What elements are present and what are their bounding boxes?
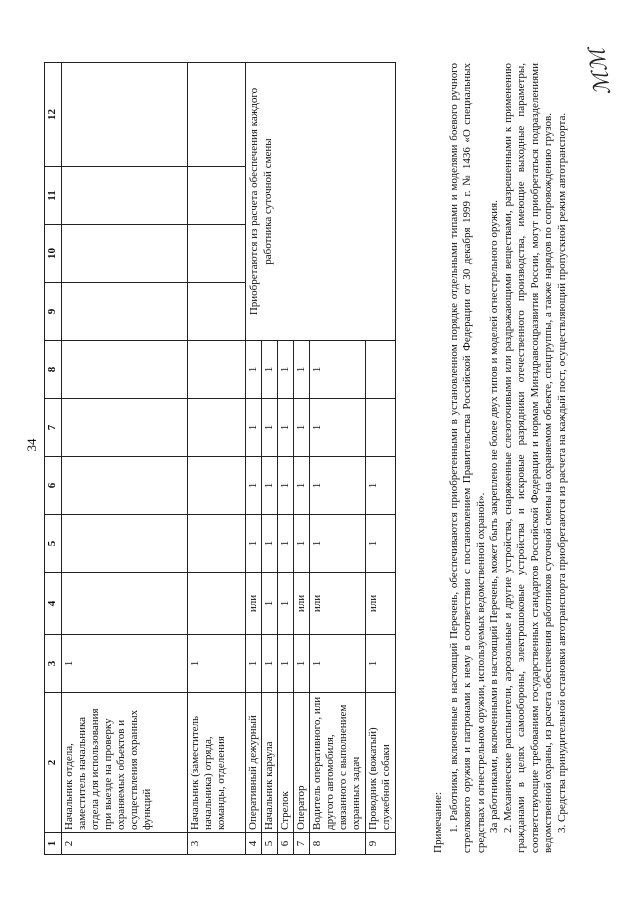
page-number: 34: [24, 438, 39, 452]
handwritten-signature: ℳℳ: [584, 46, 617, 97]
table-row: [246, 63, 262, 855]
cell: 1: [188, 635, 246, 693]
table-header-row: [45, 63, 62, 855]
cell: 1: [366, 515, 396, 573]
column-header: 11: [45, 167, 62, 225]
cell: или: [294, 573, 310, 635]
position-name: Стрелок: [278, 693, 294, 833]
row-number: 9: [366, 833, 396, 855]
cell: [188, 225, 246, 283]
cell: 1: [294, 635, 310, 693]
column-header: 4: [45, 573, 62, 635]
cell: [62, 399, 188, 457]
table-row: [62, 63, 188, 855]
cell: [188, 399, 246, 457]
cell: [188, 515, 246, 573]
cell: 1: [278, 457, 294, 515]
cell: 1: [246, 399, 262, 457]
row-number: 7: [294, 833, 310, 855]
row-number: 3: [188, 833, 246, 855]
note-paragraph: 3. Средства принудительной остановки автотранспорта приобретаются из расчета на каждый пост, осуществляющий пропускной режим автотранспорта.: [555, 112, 568, 833]
cell: 1: [366, 457, 396, 515]
column-header: 12: [45, 63, 62, 167]
cell: 1: [310, 635, 366, 693]
cell: [188, 457, 246, 515]
position-name: Начальник отдела, заместитель начальника отдела для использования при выезде на проверку охраняемых объектов и осуществления охранных функций: [62, 693, 188, 833]
cell: [188, 341, 246, 399]
cell: 1: [262, 635, 278, 693]
column-header: 5: [45, 515, 62, 573]
cell: 1: [246, 341, 262, 399]
cell: 1: [262, 341, 278, 399]
row-number: 2: [62, 833, 188, 855]
cell: [62, 573, 188, 635]
row-number: 8: [310, 833, 366, 855]
column-header: 9: [45, 283, 62, 341]
cell: 1: [294, 341, 310, 399]
column-header: 6: [45, 457, 62, 515]
cell: или: [310, 573, 366, 635]
acquisition-note: Приобретаются из расчета обеспечения каждого работника суточной смены: [246, 63, 396, 341]
cell: 1: [294, 457, 310, 515]
cell: [62, 515, 188, 573]
position-name: Оперативный дежурный: [246, 693, 262, 833]
note-paragraph: За работниками, включенными в настоящий Перечень, может быть закреплено не более двух типов и моделей огнестрельного оружия.: [488, 200, 500, 833]
cell: 1: [262, 573, 278, 635]
cell: 1: [262, 457, 278, 515]
cell: [62, 283, 188, 341]
column-header: 3: [45, 635, 62, 693]
cell: или: [366, 573, 396, 635]
position-name: Оператор: [294, 693, 310, 833]
notes-title: Примечание:: [432, 791, 444, 853]
column-header: 1: [45, 833, 62, 855]
cell: [188, 573, 246, 635]
column-header: 8: [45, 341, 62, 399]
row-number: 6: [278, 833, 294, 855]
cell: или: [246, 573, 262, 635]
cell: 1: [246, 635, 262, 693]
cell: [62, 225, 188, 283]
note-paragraph: 1. Работники, включенные в настоящий Перечень, обеспечиваются приобретенными в установленном порядке отдельными типами и моделями боевого ручного стрелкового оружия и патронами к нему в соответствии с постановлением Правительства Российской Федерации от 30 декабря 1999 г. № 1436 «О специальных средствах и огнестрельном оружии, используемых ведомственной охраной».: [447, 63, 487, 853]
column-header: 10: [45, 225, 62, 283]
position-name: Проводник (вожатый) служебной собаки: [366, 693, 396, 833]
cell: [366, 341, 396, 399]
notes-block: [432, 63, 569, 853]
cell: [62, 457, 188, 515]
position-name: Начальник (заместитель начальника) отряда, команды, отделения: [188, 693, 246, 833]
cell: 1: [278, 399, 294, 457]
cell: 1: [246, 515, 262, 573]
cell: 1: [278, 635, 294, 693]
cell: 1: [278, 573, 294, 635]
cell: [62, 167, 188, 225]
column-header: 2: [45, 693, 62, 833]
cell: 1: [246, 457, 262, 515]
cell: 1: [366, 635, 396, 693]
cell: [188, 283, 246, 341]
row-number: 4: [246, 833, 262, 855]
table-row: [188, 63, 246, 855]
note-paragraph: 2. Механические распылители, аэрозольные и другие устройства, снаряженные слезоточивыми или раздражающими веществами, разрешенными к применению гражданами в целях самообороны, электрошоковые устройства и искровые разрядники отечественного производства, имеющие выходные параметры, соответствующие требованиям государственных стандартов Российской Федерации и нормам Минздравсоцразвития России, могут приобретаться подразделениями ведомственной охраны, из расчета обеспечения работников суточной смены на охраняемом объекте, спецгруппы, а также нарядов по сопровождению грузов.: [501, 63, 554, 853]
column-header: 7: [45, 399, 62, 457]
cell: 1: [294, 515, 310, 573]
cell: 1: [262, 515, 278, 573]
cell: [366, 399, 396, 457]
cell: 1: [62, 635, 188, 693]
position-name: Начальник караула: [262, 693, 278, 833]
cell: [62, 63, 188, 167]
cell: 1: [310, 457, 366, 515]
cell: 1: [310, 341, 366, 399]
cell: 1: [310, 399, 366, 457]
cell: [188, 167, 246, 225]
cell: 1: [310, 515, 366, 573]
equipment-table: [44, 62, 396, 855]
cell: [62, 341, 188, 399]
cell: [188, 63, 246, 167]
position-name: Водитель оперативного, или другого автомобиля, связанного с выполнением охранных задач: [310, 693, 366, 833]
row-number: 5: [262, 833, 278, 855]
cell: 1: [278, 515, 294, 573]
cell: 1: [294, 399, 310, 457]
cell: 1: [278, 341, 294, 399]
cell: 1: [262, 399, 278, 457]
